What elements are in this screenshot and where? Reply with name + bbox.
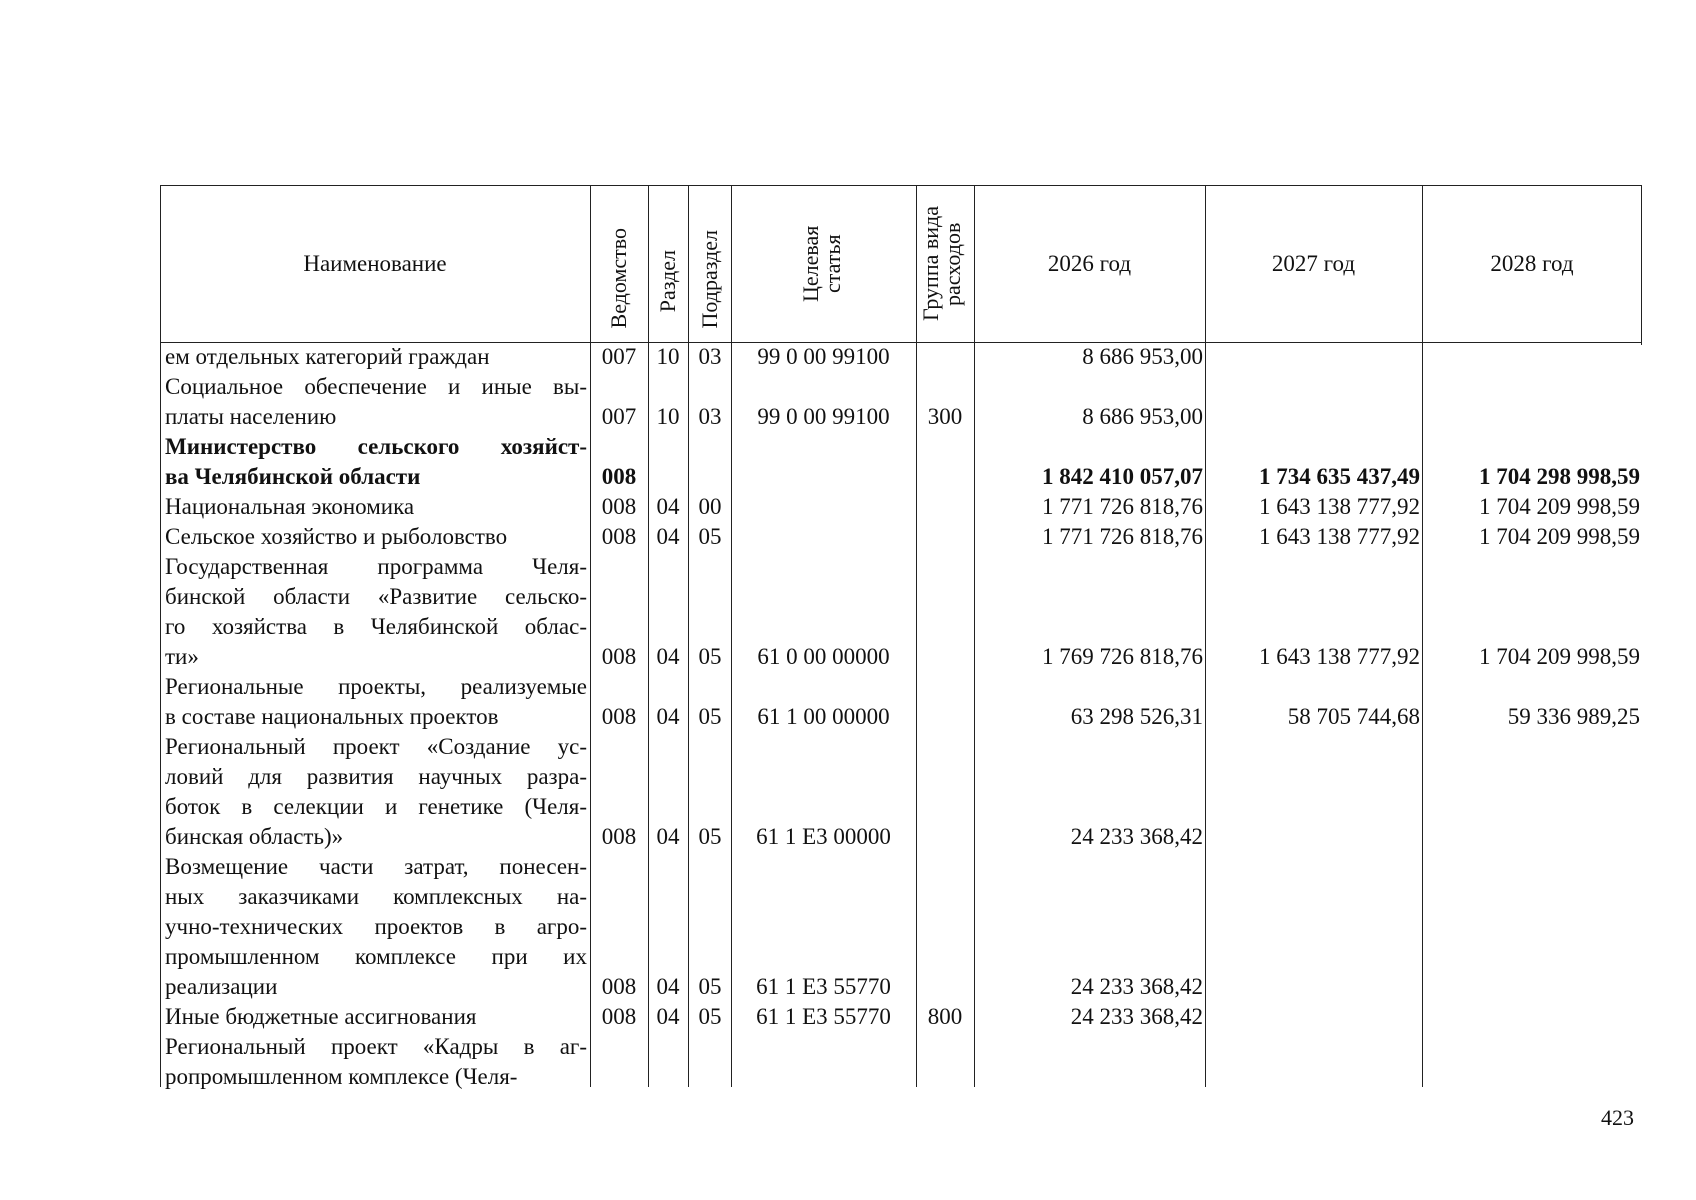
podrazdel-cell: 05 bbox=[698, 524, 722, 549]
row-name-line: Социальное обеспечение и иные вы- bbox=[165, 374, 587, 399]
vedomstvo-cell: 008 bbox=[601, 524, 637, 549]
row-name-line: ловий для развития научных разра- bbox=[165, 764, 587, 789]
row-name-line: Региональные проекты, реализуемые bbox=[165, 674, 587, 699]
row-name-line: ных заказчиками комплексных на- bbox=[165, 884, 587, 909]
row-name-line: бинской области «Развитие сельско- bbox=[165, 584, 587, 609]
amount-2028: 59 336 989,25 bbox=[1507, 704, 1640, 729]
amount-2028: 1 704 209 998,59 bbox=[1479, 494, 1640, 519]
vedomstvo-cell: 007 bbox=[601, 404, 637, 429]
celevaya-cell: 99 0 00 99100 bbox=[757, 344, 890, 369]
header-name: Наименование bbox=[303, 250, 447, 276]
header-name-cell bbox=[160, 185, 590, 342]
row-name-line: Региональный проект «Создание ус- bbox=[165, 734, 587, 759]
row-name-line: промышленном комплексе при их bbox=[165, 944, 587, 969]
row-name-line: го хозяйства в Челябинской облас- bbox=[165, 614, 587, 639]
podrazdel-cell: 05 bbox=[698, 704, 722, 729]
razdel-cell: 04 bbox=[656, 1004, 680, 1029]
amount-2026: 1 771 726 818,76 bbox=[1042, 494, 1203, 519]
row-name-line: Государственная программа Челя- bbox=[165, 554, 587, 579]
amount-2028: 1 704 298 998,59 bbox=[1479, 464, 1640, 489]
header-gruppa: Группа вида расходов bbox=[918, 206, 965, 322]
amount-2026: 63 298 526,31 bbox=[1070, 704, 1203, 729]
row-name-line: в составе национальных проектов bbox=[165, 704, 499, 729]
row-name-line: реализации bbox=[165, 974, 278, 999]
gruppa-cell: 300 bbox=[927, 404, 963, 429]
celevaya-cell: 61 0 00 00000 bbox=[757, 644, 890, 669]
header-gruppa-cell bbox=[916, 185, 974, 342]
amount-2027: 58 705 744,68 bbox=[1287, 704, 1420, 729]
row-name-line: ти» bbox=[165, 644, 199, 669]
header-2026-cell bbox=[974, 185, 1205, 342]
amount-2026: 24 233 368,42 bbox=[1070, 974, 1203, 999]
podrazdel-cell: 00 bbox=[698, 494, 722, 519]
row-name-line: учно-технических проектов в агро- bbox=[165, 914, 587, 939]
podrazdel-cell: 03 bbox=[698, 404, 722, 429]
podrazdel-cell: 03 bbox=[698, 344, 722, 369]
row-name-line: Министерство сельского хозяйст- bbox=[165, 434, 587, 459]
row-name-line: ропромышленном комплексе (Челя- bbox=[165, 1064, 518, 1089]
page-number: 423 bbox=[1601, 1105, 1634, 1130]
header-2027-cell bbox=[1205, 185, 1422, 342]
header-2028-cell bbox=[1422, 185, 1642, 342]
row-name-line: Региональный проект «Кадры в аг- bbox=[165, 1034, 587, 1059]
header-podrazdel-cell bbox=[688, 185, 731, 342]
budget-table bbox=[160, 185, 1642, 1087]
amount-2028: 1 704 209 998,59 bbox=[1479, 524, 1640, 549]
header-razdel-cell bbox=[648, 185, 688, 342]
row-name-line: ва Челябинской области bbox=[165, 464, 421, 489]
celevaya-cell: 61 1 Е3 00000 bbox=[756, 824, 891, 849]
razdel-cell: 04 bbox=[656, 494, 680, 519]
amount-2027: 1 734 635 437,49 bbox=[1259, 464, 1420, 489]
celevaya-cell: 61 1 Е3 55770 bbox=[756, 1004, 891, 1029]
vedomstvo-cell: 008 bbox=[601, 644, 637, 669]
row-name-line: Национальная экономика bbox=[165, 494, 415, 519]
header-2026: 2026 год bbox=[1047, 250, 1132, 276]
amount-2026: 24 233 368,42 bbox=[1070, 824, 1203, 849]
header-vedomstvo: Ведомство bbox=[606, 227, 631, 328]
vedomstvo-cell: 007 bbox=[601, 344, 637, 369]
podrazdel-cell: 05 bbox=[698, 824, 722, 849]
header-vedomstvo-cell bbox=[590, 185, 648, 342]
vedomstvo-cell: 008 bbox=[601, 704, 637, 729]
razdel-cell: 04 bbox=[656, 824, 680, 849]
gruppa-cell: 800 bbox=[927, 1004, 963, 1029]
amount-2026: 1 842 410 057,07 bbox=[1042, 464, 1203, 489]
razdel-cell: 10 bbox=[656, 344, 680, 369]
celevaya-cell: 61 1 Е3 55770 bbox=[756, 974, 891, 999]
header-razdel: Раздел bbox=[655, 249, 680, 312]
amount-2027: 1 643 138 777,92 bbox=[1259, 494, 1420, 519]
vedomstvo-cell: 008 bbox=[601, 1004, 637, 1029]
row-name-line: ем отдельных категорий граждан bbox=[165, 344, 490, 369]
razdel-cell: 04 bbox=[656, 524, 680, 549]
row-name-line: платы населению bbox=[165, 404, 337, 429]
row-name-line: Иные бюджетные ассигнования bbox=[165, 1004, 477, 1029]
header-podrazdel: Подраздел bbox=[696, 229, 722, 328]
amount-2027: 1 643 138 777,92 bbox=[1259, 644, 1420, 669]
razdel-cell: 04 bbox=[656, 974, 680, 999]
razdel-cell: 10 bbox=[656, 404, 680, 429]
razdel-cell: 04 bbox=[656, 644, 680, 669]
amount-2026: 1 769 726 818,76 bbox=[1042, 644, 1203, 669]
header-celevaya-cell bbox=[731, 185, 916, 342]
row-name-line: Возмещение части затрат, понесен- bbox=[165, 854, 587, 879]
celevaya-cell: 61 1 00 00000 bbox=[757, 704, 890, 729]
amount-2026: 24 233 368,42 bbox=[1070, 1004, 1203, 1029]
amount-2027: 1 643 138 777,92 bbox=[1259, 524, 1420, 549]
celevaya-cell: 99 0 00 99100 bbox=[757, 404, 890, 429]
row-name-line: Сельское хозяйство и рыболовство bbox=[165, 524, 508, 549]
vedomstvo-cell: 008 bbox=[601, 824, 637, 849]
amount-2026: 8 686 953,00 bbox=[1082, 404, 1203, 429]
header-celevaya: Целевая статья bbox=[797, 225, 845, 302]
header-2028: 2028 год bbox=[1490, 250, 1574, 276]
vedomstvo-cell: 008 bbox=[601, 974, 637, 999]
podrazdel-cell: 05 bbox=[698, 644, 722, 669]
header-2027: 2027 год bbox=[1271, 250, 1356, 276]
amount-2026: 1 771 726 818,76 bbox=[1042, 524, 1203, 549]
amount-2028: 1 704 209 998,59 bbox=[1479, 644, 1640, 669]
vedomstvo-cell: 008 bbox=[601, 494, 637, 519]
razdel-cell: 04 bbox=[656, 704, 680, 729]
podrazdel-cell: 05 bbox=[698, 1004, 722, 1029]
podrazdel-cell: 05 bbox=[698, 974, 722, 999]
row-name-line: бинская область)» bbox=[165, 824, 344, 849]
amount-2026: 8 686 953,00 bbox=[1082, 344, 1203, 369]
row-name-line: боток в селекции и генетике (Челя- bbox=[165, 794, 587, 819]
vedomstvo-cell: 008 bbox=[601, 464, 637, 489]
